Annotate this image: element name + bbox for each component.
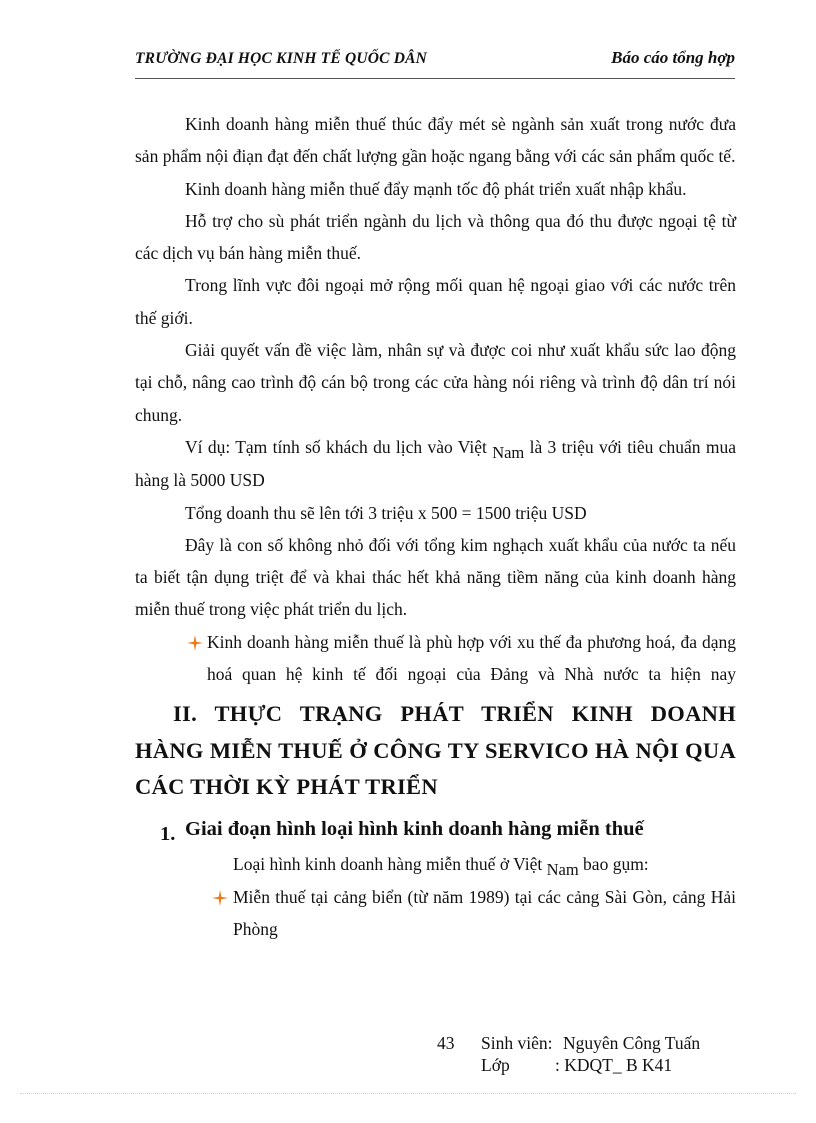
subsection-title: Giai đoạn hình loại hình kinh doanh hàng miễn thuế [185,817,644,840]
four-point-star-icon [187,635,203,651]
subsection-heading [135,810,736,848]
intro-text-before: Loại hình kinh doanh hàng miễn thuế ở Việt [233,853,547,874]
document-body [135,108,736,946]
example-subscript: Nam [492,442,525,462]
header-university: TRƯỜNG ĐẠI HỌC KINH TẾ QUỐC DÂN [135,50,428,67]
example-text-before: Ví dụ: Tạm tính số khách du lịch vào Việt [185,436,493,457]
intro-paragraph [135,848,736,881]
bullet-text: Kinh doanh hàng miễn thuế là phù hợp với xu thế đa phương hoá, đa dạng hoá quan hệ kinh tế đối ngoại của Đảng và Nhà nước ta hiện nay [207,631,736,685]
student-name: Nguyên Công Tuấn [563,1033,701,1053]
student-label: Sinh viên: [481,1033,553,1053]
bullet-item [135,626,736,691]
page-bottom-divider [20,1093,796,1094]
class-label: Lớp [481,1055,510,1075]
paragraph: Hỗ trợ cho sù phát triển ngành du lịch và thông qua đó thu được ngoại tệ từ các dịch vụ bán hàng miễn thuế. [135,210,736,264]
section-heading: II. THỰC TRẠNG PHÁT TRIỂN KINH DOANH HÀNG MIỄN THUẾ Ở CÔNG TY SERVICO HÀ NỘI QUA CÁC THỜI KỲ PHÁT TRIỂN [135,701,736,800]
total-paragraph: Tổng doanh thu sẽ lên tới 3 triệu x 500 = 1500 triệu USD [185,502,587,523]
bullet-text: Miễn thuế tại cảng biển (từ năm 1989) tại các cảng Sài Gòn, cảng Hải Phòng [233,887,736,940]
significance-paragraph: Đây là con số không nhỏ đối với tổng kim nghạch xuất khẩu của nước ta nếu ta biết tận dụng triệt để và khai thác hết khả năng tiềm năng của kinh doanh hàng miễn thuế trong việc phát triển du lịch. [135,534,736,620]
bullet-item [135,881,736,946]
page-number: 43 [437,1033,455,1053]
example-text-after: là 3 triệu với tiêu chuẩn mua hàng là 5000 USD [135,436,736,491]
header-report-title: Báo cáo tổng hợp [611,48,735,67]
class-value: : KDQT_ B K41 [555,1055,673,1075]
example-paragraph [135,431,736,497]
subsection-number: 1. [160,822,176,845]
paragraph: Kinh doanh hàng miễn thuế thúc đẩy mét sè ngành sản xuất trong nước đưa sản phẩm nội điạn đạt đến chất lượng gần hoặc ngang bằng với các sản phẩm quốc tế. [135,114,736,167]
paragraph: Kinh doanh hàng miễn thuế đẩy mạnh tốc độ phát triển xuất nhập khẩu. [185,178,687,199]
header-divider [135,78,735,79]
paragraph: Trong lĩnh vực đôi ngoại mở rộng mối quan hệ ngoại giao với các nước trên thế giới. [135,275,736,328]
intro-text-after: bao gụm: [578,853,649,874]
page-header [135,46,735,70]
paragraph: Giải quyết vấn đề việc làm, nhân sự và được coi như xuất khẩu sức lao động tại chỗ, nâng cao trình độ cán bộ trong các cửa hàng nói riêng và trình độ dân trí nói chung. [135,340,736,425]
intro-subscript: Nam [546,859,579,879]
four-point-star-icon [212,890,228,906]
